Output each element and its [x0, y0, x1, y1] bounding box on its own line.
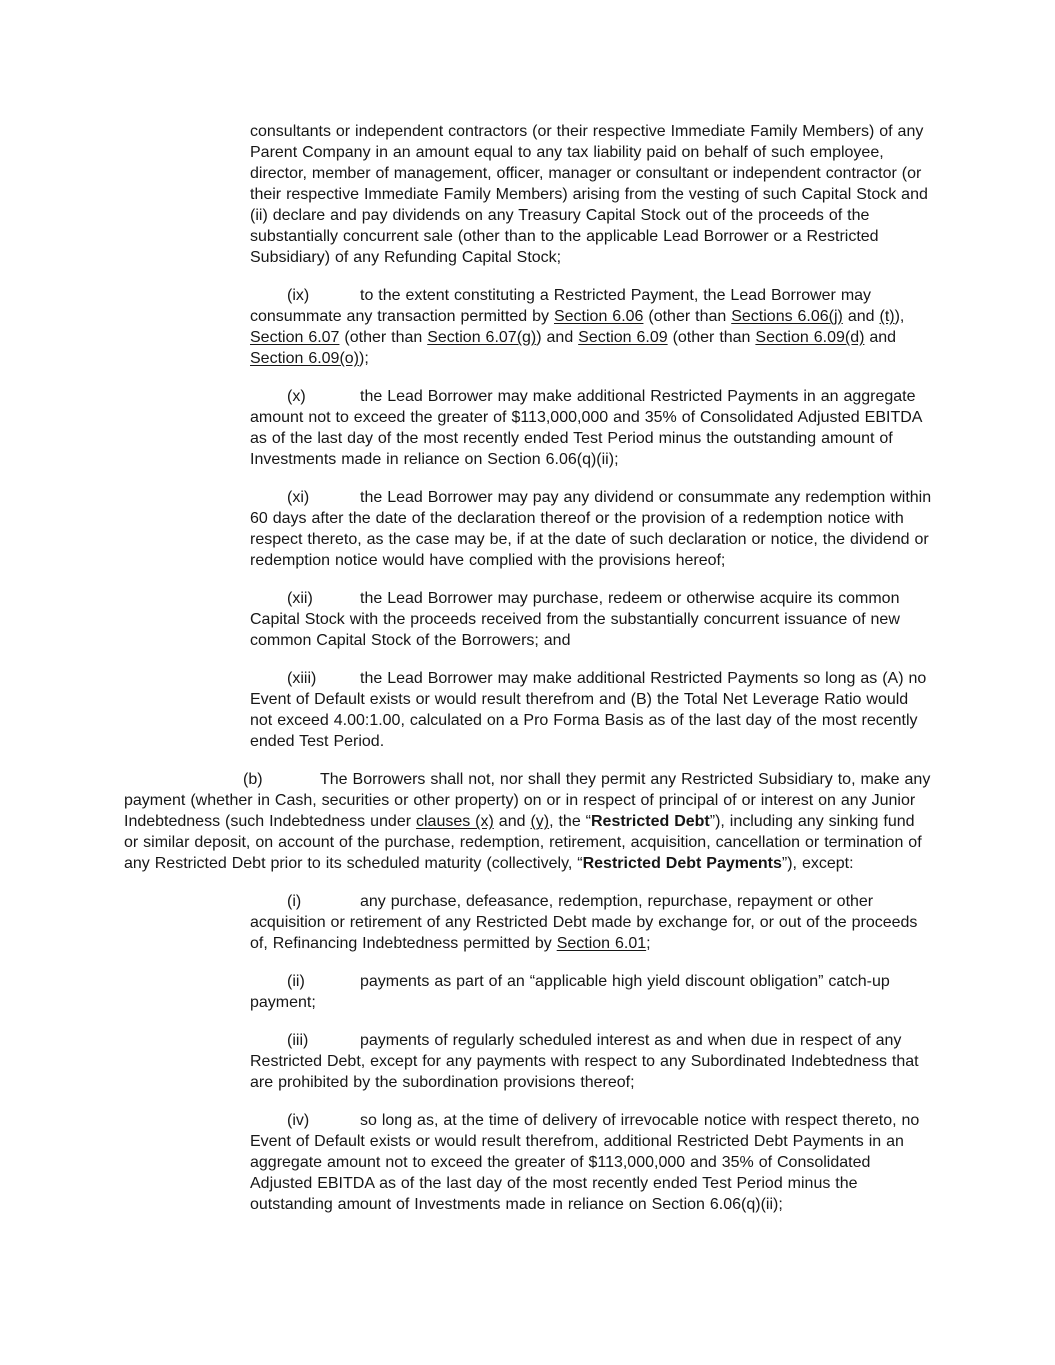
body-text: payments as part of an “applicable high yield discount obligation” catch-up payment; [250, 973, 890, 1011]
paragraph-number: (b) [243, 771, 263, 788]
section-reference: Section 6.07 [250, 329, 340, 346]
body-text: the Lead Borrower may purchase, redeem or otherwise acquire its common Capital Stock with the proceeds received from the substantially concurrent issuance of new common Capital Stock of the Borrowers; and [250, 590, 900, 649]
body-text: ; [646, 935, 651, 952]
body-text: so long as, at the time of delivery of irrevocable notice with respect thereto, no Event of Default exists or would result therefrom, additional Restricted Debt Payments in an aggregate amount not to exceed the greater of $113,000,000 and 35% of Consolidated Adjusted EBITDA as of the last day of the most recently ended Test Period minus the outstanding amount of Investments made in reliance on Section 6.06(q)(ii); [250, 1112, 920, 1213]
paragraph-clause-xi [250, 487, 933, 571]
paragraph-clause-ii [250, 971, 933, 1013]
paragraph-clause-ix [250, 285, 933, 369]
body-text: the Lead Borrower may pay any dividend or consummate any redemption within 60 days after the date of the declaration thereof or the provision of a redemption notice with respect thereto, as the case may be, if at the date of such declaration or notice, the dividend or redemption notice would have complied with the provisions hereof; [250, 489, 932, 569]
paragraph-number: (xi) [287, 489, 310, 506]
section-reference: clauses (x) [415, 813, 494, 830]
body-text: and [864, 329, 897, 346]
paragraph-number: (iv) [287, 1112, 310, 1129]
defined-term: Restricted Debt Payments [582, 855, 782, 872]
section-reference: (y) [530, 813, 550, 830]
defined-term: Restricted Debt [591, 813, 710, 830]
body-text: (other than [643, 308, 732, 325]
body-text: (other than [667, 329, 756, 346]
body-text: ) and [536, 329, 579, 346]
body-text: (other than [339, 329, 428, 346]
body-text: the Lead Borrower may make additional Restricted Payments in an aggregate amount not to exceed the greater of $113,000,000 and 35% of Consolidated Adjusted EBITDA as of the last day of the most recently ended Test Period minus the outstanding amount of Investments made in reliance on Section 6.06(q)(ii); [250, 388, 922, 468]
paragraph-b [124, 769, 933, 874]
body-text: any purchase, defeasance, redemption, repurchase, repayment or other acquisition or retirement of any Restricted Debt made by exchange for, or out of the proceeds of, Refinancing Indebtedness permitted by [250, 893, 918, 952]
paragraph-number: (xiii) [287, 670, 317, 687]
body-text: ), [894, 308, 905, 325]
body-text: ”), including any sinking fund or similar deposit, on account of the purchase, redemption, retirement, acquisition, cancellation or termination of any Restricted Debt prior to its scheduled maturity (collectively, “ [124, 813, 922, 872]
body-text: and [842, 308, 880, 325]
section-reference: Section 6.09 [578, 329, 668, 346]
section-reference: Section 6.01 [556, 935, 647, 952]
body-text: and [493, 813, 531, 830]
body-text: consultants or independent contractors (or their respective Immediate Family Members) of any Parent Company in an amount equal to any tax liability paid on behalf of such employee, director, member of management, officer, manager or consultant or independent contractor (or their respective Immediate Family Members) arising from the vesting of such Capital Stock and (ii) declare and pay dividends on any Treasury Capital Stock out of the proceeds of the substantially concurrent sale (other than to the applicable Lead Borrower or a Restricted Subsidiary) of any Refunding Capital Stock; [250, 123, 928, 266]
paragraph-clause-iii [250, 1030, 933, 1093]
paragraph-number: (ii) [287, 973, 305, 990]
section-reference: Sections 6.06(j) [731, 308, 843, 325]
paragraph-number: (i) [287, 893, 302, 910]
section-reference: Section 6.09(d) [755, 329, 865, 346]
body-text: to the extent constituting a Restricted Payment, the Lead Borrower may consummate any transaction permitted by [250, 287, 872, 325]
paragraph-clause-i [250, 891, 933, 954]
paragraph-clause-xii [250, 588, 933, 651]
body-text: ); [359, 350, 369, 367]
paragraph-clause-xiii [250, 668, 933, 752]
body-text: the Lead Borrower may make additional Restricted Payments so long as (A) no Event of Default exists or would result therefrom and (B) the Total Net Leverage Ratio would not exceed 4.00:1.00, calculated on a Pro Forma Basis as of the last day of the most recently ended Test Period. [250, 670, 927, 750]
body-text: ”), except: [781, 855, 854, 872]
section-reference: (t) [879, 308, 895, 325]
paragraph-number: (ix) [287, 287, 310, 304]
body-text: The Borrowers shall not, nor shall they permit any Restricted Subsidiary to, make any payment (whether in Cash, securities or other property) on or in respect of principal of or interest on any Junior Indebtedness (such Indebtedness under [124, 771, 931, 830]
paragraph-clause-x [250, 386, 933, 470]
paragraph-number: (iii) [287, 1032, 309, 1049]
section-reference: Section 6.06 [553, 308, 644, 325]
section-reference: Section 6.09(o) [250, 350, 360, 367]
paragraph-number: (x) [287, 388, 306, 405]
body-text: , the “ [549, 813, 591, 830]
body-text: payments of regularly scheduled interest as and when due in respect of any Restricted Debt, except for any payments with respect to any Subordinated Indebtedness that are prohibited by the subordination provisions thereof; [250, 1032, 919, 1091]
paragraph-continuation [250, 121, 933, 268]
paragraph-number: (xii) [287, 590, 313, 607]
paragraph-clause-iv [250, 1110, 933, 1215]
section-reference: Section 6.07(g) [427, 329, 537, 346]
